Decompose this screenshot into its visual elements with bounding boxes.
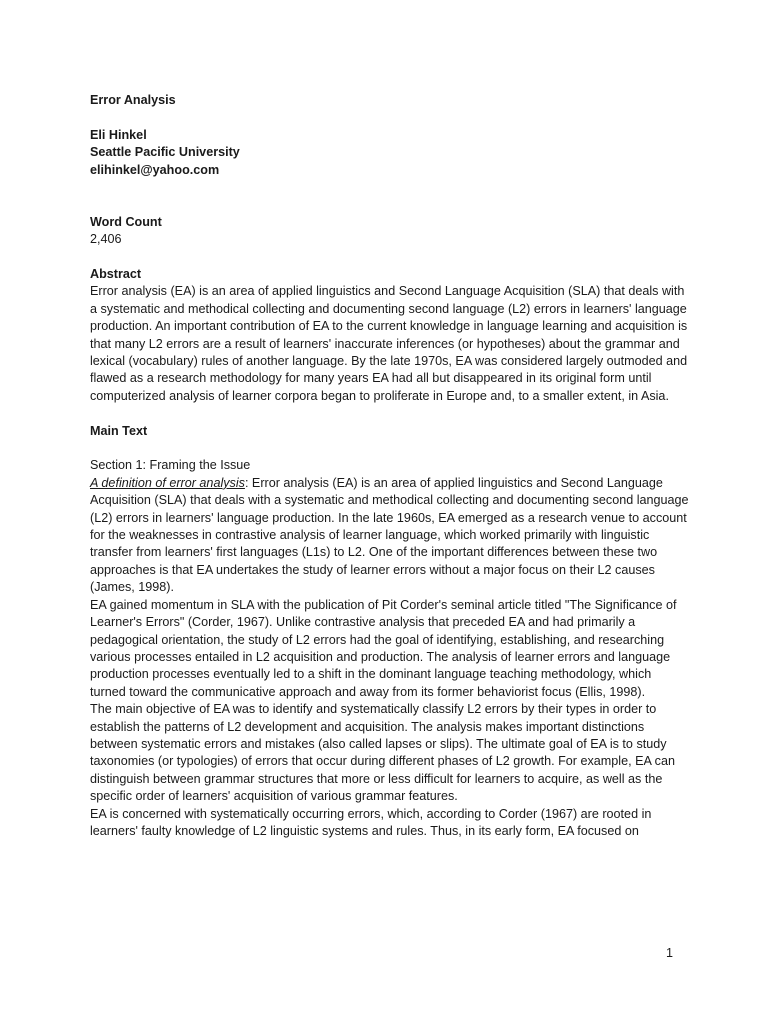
definition-paragraph — [90, 475, 690, 597]
author-affiliation: Seattle Pacific University — [90, 145, 240, 160]
section-title: Section 1: Framing the Issue — [90, 458, 251, 473]
paragraph-4: EA is concerned with systematically occurring errors, which, according to Corder (1967) are rooted in learners' faulty knowledge of L2 linguistic systems and rules. Thus, in its early form, EA focused on — [90, 806, 652, 838]
author-block — [90, 127, 690, 179]
word-count-block — [90, 214, 690, 249]
word-count-value: 2,406 — [90, 232, 122, 247]
document-body — [90, 92, 690, 840]
abstract-text: Error analysis (EA) is an area of applied linguistics and Second Language Acquisition (SLA) that deals with a systematic and methodical collecting and documenting second language (L2) errors in learners' language production. An important contribution of EA to the current knowledge in language learning and acquisition is that many L2 errors are a result of learners' inaccurate inferences (or hypotheses) about the grammar and lexical (vocabulary) rules of another language. By the late 1970s, EA was considered largely outmoded and flawed as a research methodology for many years EA had all but disappeared in its original form until computerized analysis of learner corpora began to proliferate in Europe and, to a smaller extent, in Asia. — [90, 284, 688, 403]
page-number: 1 — [666, 946, 674, 960]
paragraph-3: The main objective of EA was to identify and systematically classify L2 errors by their types in order to establish the patterns of L2 development and acquisition. The analysis makes important distinctions between systematic errors and mistakes (also called lapses or slips). The ultimate goal of EA is to study taxonomies (or typologies) of errors that occur during different phases of L2 growth. For example, EA can distinguish between grammar structures that more or less difficult for learners to acquire, as well as the specific order of learners' acquisition of various grammar features. — [90, 702, 675, 804]
paragraph-2: EA gained momentum in SLA with the publication of Pit Corder's seminal article titled "The Significance of Learner's Errors" (Corder, 1967). Unlike contrastive analysis that preceded EA and had primarily a pedagogical orientation, the study of L2 errors had the goal of identifying, establishing, and researching various processes entailed in L2 acquisition and production. The analysis of learner errors and language production processes eventually led to a shift in the dominant language teaching methodology, which turned toward the communicative approach and away from its former behaviorist focus (Ellis, 1998). — [90, 597, 677, 699]
definition-text: : Error analysis (EA) is an area of applied linguistics and Second Language Acquisition (SLA) that deals with a systematic and methodical collecting and documenting second language (L2) errors in learners' language production. In the late 1960s, EA emerged as a research venue to account for the weaknesses in contrastive analysis of learner language, which worked primarily with linguistic transfer from learners' first languages (L1s) to L2. One of the important differences between these two approaches is that EA undertakes the study of learner errors without a major focus on their L2 causes (James, 1998). — [90, 475, 689, 595]
definition-label: A definition of error analysis — [90, 475, 245, 490]
main-text-heading: Main Text — [90, 423, 148, 438]
author-name: Eli Hinkel — [90, 127, 147, 142]
abstract-block — [90, 266, 690, 405]
document-title: Error Analysis — [90, 93, 176, 107]
author-email: elihinkel@yahoo.com — [90, 162, 220, 177]
word-count-heading: Word Count — [90, 214, 162, 229]
abstract-heading: Abstract — [90, 267, 142, 282]
